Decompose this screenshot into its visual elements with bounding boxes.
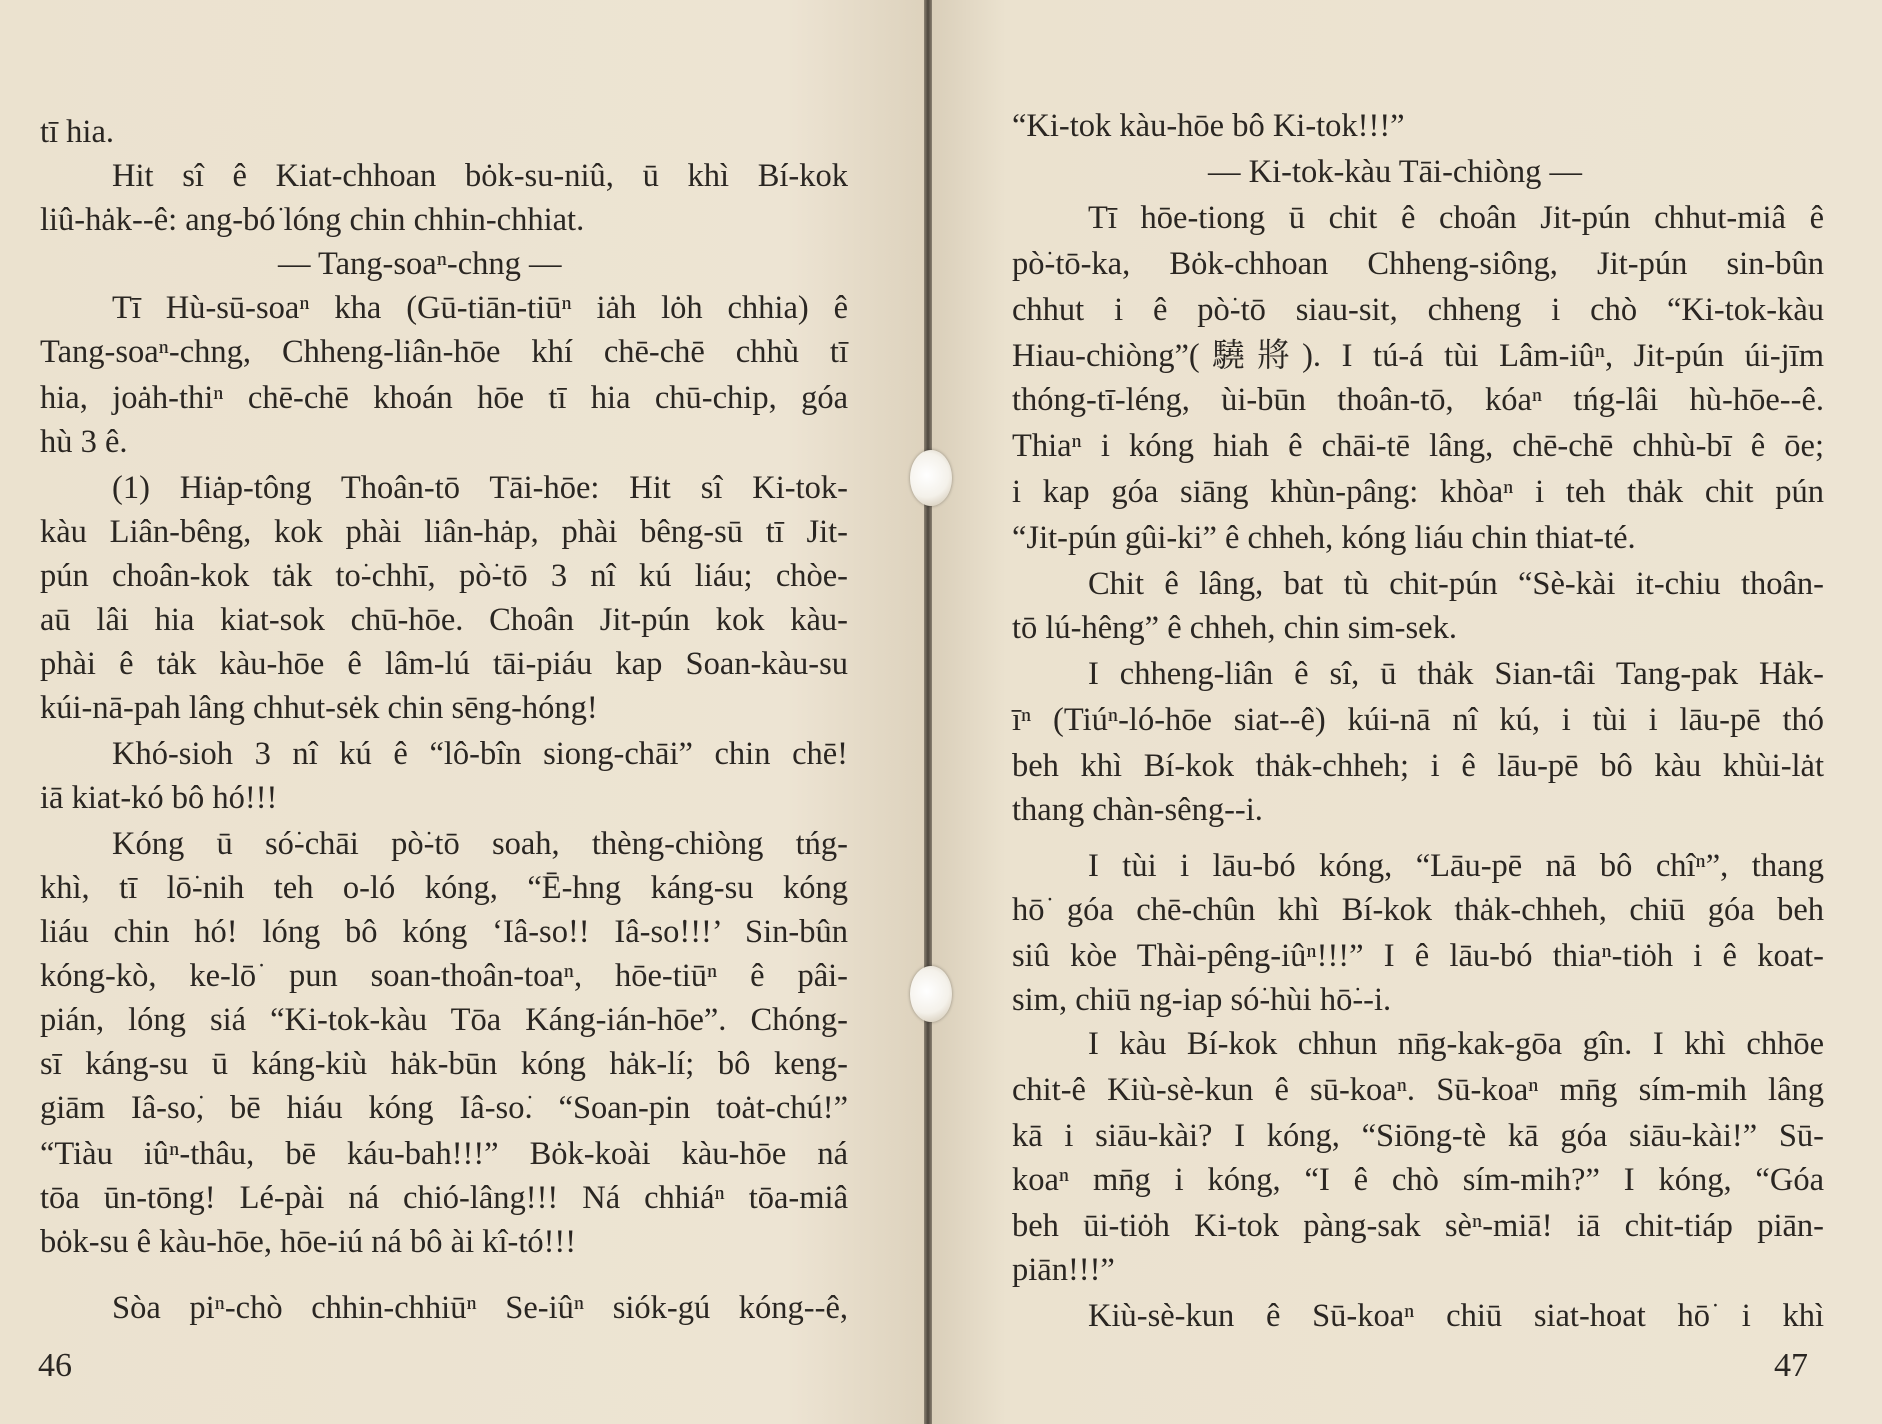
text-line: Kiù-sè-kun ê Sū-koaⁿ chiū siat-hoat hō͘ i khì: [1088, 1298, 1824, 1334]
text-line: tōa ūn-tōng! Lé-pài ná chió-lâng!!! Ná chhiáⁿ tōa-miâ: [40, 1180, 848, 1216]
text-line: liû-hȧk--ê: ang-bó͘ lóng chin chhin-chhiat.: [40, 202, 585, 238]
text-line: “Jit-pún gûi-ki” ê chheh, kóng liáu chin thiat-té.: [1012, 520, 1636, 556]
text-line: liáu chin hó! lóng bô kóng ‘Iâ-so͘!! Iâ-so͘!!!’ Sin-bûn: [40, 914, 848, 950]
page-number: 46: [38, 1347, 72, 1384]
text-line: sī káng-su ū káng-kiù hȧk-būn kóng hȧk-lí; bô keng-: [40, 1046, 848, 1082]
binding-hole-bottom: [910, 966, 952, 1022]
text-line: giām Iâ-so͘, bē hiáu kóng Iâ-so͘. “Soan-pin toȧt-chú!”: [40, 1090, 848, 1126]
text-line: Tī Hù-sū-soaⁿ kha (Gū-tiān-tiūⁿ iȧh lȯh chhia) ê: [112, 290, 848, 326]
text-line: Thiaⁿ i kóng hiah ê chāi-tē lâng, chē-chē chhù-bī ê ōe;: [1012, 428, 1824, 464]
text-line: tī hia.: [40, 114, 115, 150]
text-line: Khó-sioh 3 nî kú ê “lô-bîn siong-chāi” chin chē!: [112, 736, 848, 772]
text-line: I kàu Bí-kok chhun nn̄g-kak-gōa gîn. I khì chhōe: [1088, 1026, 1824, 1062]
text-line: thóng-tī-léng, ùi-būn thoân-tō, kóaⁿ tńg-lâi hù-hōe--ê.: [1012, 382, 1824, 418]
text-line: khì, tī lō͘-nih teh o-ló kóng, “Ē-hng káng-su kóng: [40, 870, 848, 906]
text-line: Kóng ū só͘-chāi pò͘-tō soah, thèng-chiòng tńg-: [112, 826, 848, 862]
text-line: kóng-kò, ke-lō͘ pun soan-thoân-toaⁿ, hōe-tiūⁿ ê pâi-: [40, 958, 848, 994]
book-gutter: [924, 0, 932, 1424]
text-line: tō lú-hêng” ê chheh, chin sim-sek.: [1012, 610, 1457, 646]
text-line: Chit ê lâng, bat tù chit-pún “Sè-kài it-chiu thoân-: [1088, 566, 1824, 602]
text-line: iā kiat-kó bô hó!!!: [40, 780, 278, 816]
text-line: beh ūi-tiȯh Ki-tok pàng-sak sèⁿ-miā! iā chit-tiáp piān-: [1012, 1208, 1824, 1244]
text-line: pián, lóng siá “Ki-tok-kàu Tōa Káng-ián-hōe”. Chóng-: [40, 1002, 848, 1038]
text-line: Sòa piⁿ-chò chhin-chhiūⁿ Se-iûⁿ siók-gú kóng--ê,: [112, 1290, 848, 1326]
text-line: “Tiàu iûⁿ-thâu, bē káu-bah!!!” Bȯk-koài kàu-hōe ná: [40, 1136, 848, 1172]
text-line: sim, chiū ng-iap só͘-hùi hō͘--i.: [1012, 982, 1392, 1018]
text-line: hù 3 ê.: [40, 424, 128, 460]
text-line: kàu Liân-bêng, kok phài liân-hȧp, phài bêng-sū tī Jit-: [40, 514, 848, 550]
section-heading: — Tang-soaⁿ-chng —: [278, 246, 562, 282]
text-line: phài ê tȧk kàu-hōe ê lâm-lú tāi-piáu kap Soan-kàu-su: [40, 646, 848, 682]
text-line: hō͘ góa chē-chûn khì Bí-kok thȧk-chheh, chiū góa beh: [1012, 892, 1824, 928]
text-line: kúi-nā-pah lâng chhut-sėk chin sēng-hóng!: [40, 690, 598, 726]
text-line: Tī hōe-tiong ū chit ê choân Jit-pún chhut-miâ ê: [1088, 200, 1824, 236]
text-line: aū lâi hia kiat-sok chū-hōe. Choân Jit-pún kok kàu-: [40, 602, 848, 638]
section-heading: — Ki-tok-kàu Tāi-chiòng —: [1208, 154, 1582, 190]
text-line: kā i siāu-kài? I kóng, “Siōng-tè kā góa siāu-kài!” Sū-: [1012, 1118, 1824, 1154]
text-line: thang chàn-sêng--i.: [1012, 792, 1263, 828]
text-line: hia, joȧh-thiⁿ chē-chē khoán hōe tī hia chū-chip, góa: [40, 380, 848, 416]
page-number: 47: [1774, 1347, 1808, 1384]
text-line: Tang-soaⁿ-chng, Chheng-liân-hōe khí chē-chē chhù tī: [40, 334, 848, 370]
text-line: īⁿ (Tiúⁿ-ló-hōe siat--ê) kúi-nā nî kú, i tùi i lāu-pē thó: [1012, 702, 1824, 738]
text-line: I tùi i lāu-bó kóng, “Lāu-pē nā bô chîⁿ”, thang: [1088, 848, 1824, 884]
text-line: chhut i ê pò͘-tō siau-sit, chheng i chò “Ki-tok-kàu: [1012, 292, 1824, 328]
text-line: bȯk-su ê kàu-hōe, hōe-iú ná bô ài kî-tó!!!: [40, 1224, 577, 1260]
text-line: Hit sî ê Kiat-chhoan bȯk-su-niû, ū khì Bí-kok: [112, 158, 848, 194]
text-line: Hiau-chiòng”(驍將). I tú-á tùi Lâm-iûⁿ, Jit-pún úi-jīm: [1012, 338, 1824, 374]
text-line: “Ki-tok kàu-hōe bô Ki-tok!!!”: [1012, 108, 1405, 144]
text-line: piān!!!”: [1012, 1252, 1115, 1288]
text-line: chit-ê Kiù-sè-kun ê sū-koaⁿ. Sū-koaⁿ mn̄g sím-mih lâng: [1012, 1072, 1824, 1108]
text-line: beh khì Bí-kok thȧk-chheh; i ê lāu-pē bô kàu khùi-lȧt: [1012, 748, 1824, 784]
text-line: (1) Hiȧp-tông Thoân-tō Tāi-hōe: Hit sî Ki-tok-: [112, 470, 848, 506]
binding-hole-top: [910, 450, 952, 506]
text-line: i kap góa siāng khùn-pâng: khòaⁿ i teh thȧk chit pún: [1012, 474, 1824, 510]
text-line: pún choân-kok tȧk to͘-chhī, pò͘-tō 3 nî kú liáu; chòe-: [40, 558, 848, 594]
text-line: I chheng-liân ê sî, ū thȧk Sian-tâi Tang-pak Hȧk-: [1088, 656, 1824, 692]
text-line: siû kòe Thài-pêng-iûⁿ!!!” I ê lāu-bó thiaⁿ-tiȯh i ê koat-: [1012, 938, 1824, 974]
text-line: koaⁿ mn̄g i kóng, “I ê chò sím-mih?” I kóng, “Góa: [1012, 1162, 1824, 1198]
text-line: pò͘-tō-ka, Bȯk-chhoan Chheng-siông, Jit-pún sin-bûn: [1012, 246, 1824, 282]
